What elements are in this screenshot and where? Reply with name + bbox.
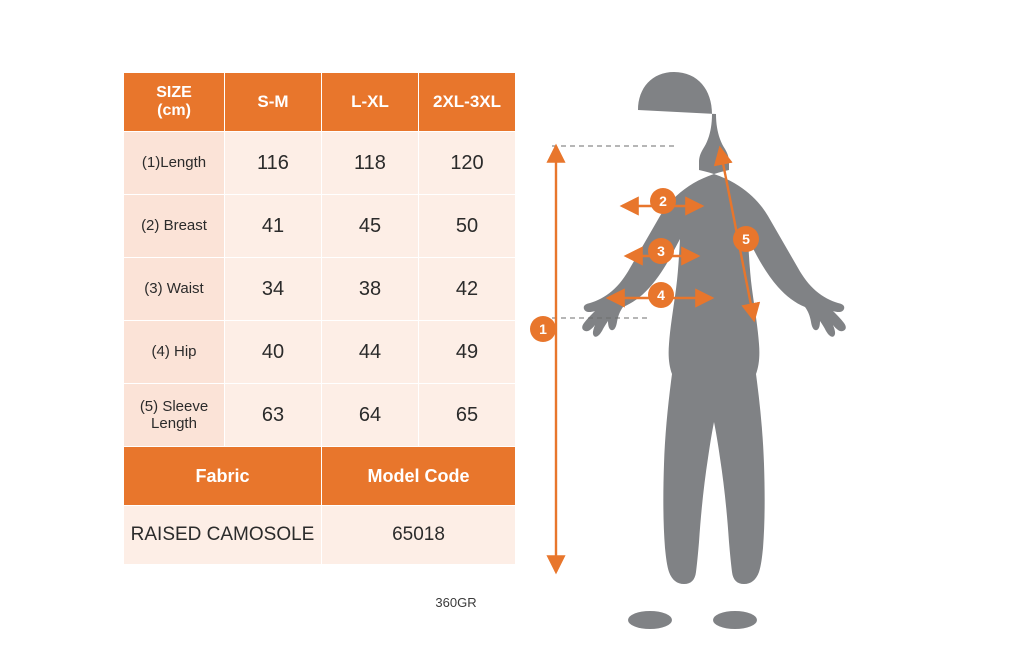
marker-3-waist: 3 bbox=[648, 238, 674, 264]
cell-length-l-xl: 118 bbox=[322, 132, 419, 195]
cell-hip-2xl-3xl: 49 bbox=[419, 321, 516, 384]
cell-breast-l-xl: 45 bbox=[322, 195, 419, 258]
fabric-value: RAISED CAMOSOLE bbox=[124, 506, 322, 565]
cell-hip-l-xl: 44 bbox=[322, 321, 419, 384]
table-header-row bbox=[124, 73, 516, 132]
cell-length-s-m: 116 bbox=[225, 132, 322, 195]
table-row bbox=[124, 384, 516, 447]
feet-icon bbox=[628, 611, 757, 629]
sleeve-label-line2: Length bbox=[151, 415, 197, 432]
size-header-line1: SIZE bbox=[156, 83, 192, 101]
fabric-weight-footnote: 360GR bbox=[435, 595, 477, 610]
column-header-s-m: S-M bbox=[225, 73, 322, 132]
model-code-header: Model Code bbox=[322, 447, 516, 506]
female-silhouette-icon bbox=[582, 72, 846, 584]
cell-length-2xl-3xl: 120 bbox=[419, 132, 516, 195]
row-label-waist: (3) Waist bbox=[124, 258, 225, 321]
measurement-figure bbox=[530, 20, 1010, 640]
cell-hip-s-m: 40 bbox=[225, 321, 322, 384]
row-label-hip: (4) Hip bbox=[124, 321, 225, 384]
sleeve-label-line1: (5) Sleeve bbox=[139, 397, 209, 415]
fabric-value-row bbox=[124, 506, 516, 565]
marker-2-breast: 2 bbox=[650, 188, 676, 214]
table-row bbox=[124, 195, 516, 258]
fabric-header: Fabric bbox=[124, 447, 322, 506]
size-chart-table bbox=[123, 72, 516, 565]
row-label-sleeve-length bbox=[124, 384, 225, 447]
cell-waist-2xl-3xl: 42 bbox=[419, 258, 516, 321]
table-row bbox=[124, 132, 516, 195]
marker-4-hip: 4 bbox=[648, 282, 674, 308]
table-row bbox=[124, 321, 516, 384]
cell-breast-2xl-3xl: 50 bbox=[419, 195, 516, 258]
cell-sleeve-l-xl: 64 bbox=[322, 384, 419, 447]
row-label-breast: (2) Breast bbox=[124, 195, 225, 258]
cell-sleeve-s-m: 63 bbox=[225, 384, 322, 447]
marker-5-sleeve-length: 5 bbox=[733, 226, 759, 252]
column-header-l-xl: L-XL bbox=[322, 73, 419, 132]
size-header-line2: (cm) bbox=[157, 102, 191, 119]
cell-waist-l-xl: 38 bbox=[322, 258, 419, 321]
fabric-header-row bbox=[124, 447, 516, 506]
column-header-2xl-3xl: 2XL-3XL bbox=[419, 73, 516, 132]
model-code-value: 65018 bbox=[322, 506, 516, 565]
cell-waist-s-m: 34 bbox=[225, 258, 322, 321]
cell-sleeve-2xl-3xl: 65 bbox=[419, 384, 516, 447]
column-header-size bbox=[124, 73, 225, 132]
body-silhouette-diagram bbox=[530, 20, 1010, 640]
cell-breast-s-m: 41 bbox=[225, 195, 322, 258]
table-row bbox=[124, 258, 516, 321]
row-label-length: (1)Length bbox=[124, 132, 225, 195]
marker-1-length: 1 bbox=[530, 316, 556, 342]
